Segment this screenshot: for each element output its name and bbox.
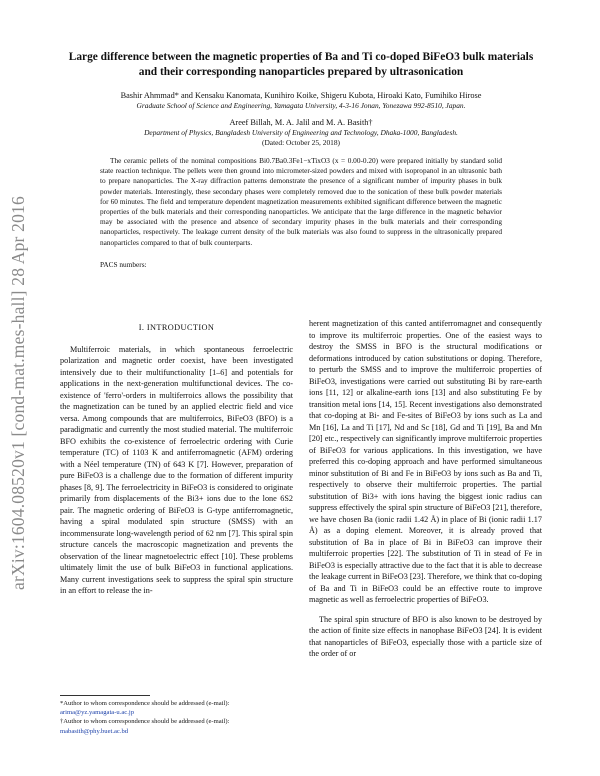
author-list-1: Bashir Ahmmad* and Kensaku Kanomata, Kunihiro Koike, Shigeru Kubota, Hiroaki Kato, Fumihiko Hirose [120,91,482,100]
intro-paragraph-1-continued: herent magnetization of this canted antiferromagnet and consequently to improve its multiferroic properties. One of the easiest ways to destroy the SMSS in BFO is the structural modifications or deformations introduced by cation substitutions or doping. Therefore, to perturb the SMSS and to improve the multiferroic properties of BiFeO3, investigations were carried out substituting Bi by rare-earth ions [11, 12] or alkaline-earth ions [13] and also substituting Fe by transition metal ions [14, 15]. Recent investigations also demonstrated that co-doping at Bi- and Fe-sites of BiFeO3 by ions such as La and Mn [16], La and Ti [17], Nd and Sc [18], Gd and Ti [19], Ba and Mn [20] etc., respectively can significantly improve multiferroic properties of BiFeO3 for various applications. In this investigation, we have preferred this co-doping approach and have performed simultaneous minor substitution of Bi and Fe in BiFeO3 by ions such as Ba and Ti, respectively to observe their multiferroic properties. The partial substitution of Bi3+ with ions having the biggest ionic radius can suppress effectively the spiral spin structure of BiFeO3 [21], therefore, we have chosen Ba (ionic radii 1.42 Å) in place of Bi (ionic radii 1.17 Å) as a doping element. Moreover, it is already proved that substitution of Ba in place of Bi in BiFeO3 can improve their multiferroic properties [22]. The substitution of Ti in stead of Fe in BiFeO3 is especially attractive due to the fact that it is able to decrease the leakage current in BiFeO3 [23]. Therefore, we think that co-doping of Ba and Ti in BiFeO3 could be an effective route to improve magnetic as well as ferroelectric properties of BiFeO3. [309,319,542,604]
body-columns [60,318,542,668]
author-list-2: Areef Billah, M. A. Jalil and M. A. Basith† [229,118,373,127]
footnote-1-text: *Author to whom correspondence should be addressed (e-mail): [60,700,230,707]
footnote-2 [60,717,293,735]
pacs-numbers: PACS numbers: [100,259,147,269]
intro-paragraph-2: The spiral spin structure of BFO is also known to be destroyed by the action of finite size effects in nanophase BiFeO3 [24]. It is evident that nanoparticles of BiFeO3, especially those with a particle size of the order of or [309,614,542,658]
right-column [309,318,542,668]
dated-line: (Dated: October 25, 2018) [262,138,340,147]
footnote-1-email-link[interactable]: arima@yz.yamagata-u.ac.jp [60,709,134,717]
intro-paragraph-1: Multiferroic materials, in which spontaneous ferroelectric polarization and magnetic order coexist, have been investigated intensively due to their multifunctionality [1–6] and potentials for applications in the next-generation multifunctional devices. The co-existence of 'ferro'-orders in multiferroics allows the possibility that the magnetization can be tuned by an applied electric field and vice versa. Among compounds that are multiferroics, BiFeO3 (BFO) is a paradigmatic and currently the most studied material. The multiferroic BFO exhibits the co-existence of ferroelectric ordering with Curie temperature (TC) of 1103 K and antiferromagnetic (AFM) ordering with a Néel temperature (TN) of 643 K [7]. However, preparation of pure BiFeO3 is a challenge due to the formation of different impurity phases [8, 9]. The ferroelectricity in BiFeO3 is considered to originate primarily from displacements of the Bi3+ ions due to the lone 6S2 pair. The magnetic ordering of BiFeO3 is G-type antiferromagnetic, having a spiral modulated spin structure (SMSS) with an incommensurate long-wavelength period of 62 nm [7]. This spiral spin structure cancels the macroscopic magnetization and prevents the observation of the linear magnetoelectric effect [10]. These problems ultimately limit the use of bulk BiFeO3 in functional applications. Many current investigations seek to suppress the spiral spin structure in an effort to release the in- [60,344,293,595]
abstract: The ceramic pellets of the nominal compositions Bi0.7Ba0.3Fe1−xTixO3 (x = 0.00-0.20) were prepared initially by standard solid state reaction technique. The pellets were then ground into micrometer-sized powders and mixed with isopropanol in an ultrasonic bath to prepare nanoparticles. The X-ray diffraction patterns demonstrate the presence of a significant number of impurity phases in bulk powder materials. Interestingly, these secondary phases were completely removed due to the sonication of these bulk powder materials for 60 minutes. The field and temperature dependent magnetization measurements exhibited significant difference between the magnetic properties of the bulk materials and their corresponding nanoparticles. We anticipate that the large difference in the magnetic behavior may be associated with the presence and absence of secondary impurity phases in the bulk materials and their corresponding nanoparticles, respectively. The leakage current density of the bulk materials was also found to suppress in the ultrasonically prepared nanoparticles compared to that of bulk counterparts. [100,156,502,247]
left-column [60,318,293,668]
affiliation-1: Graduate School of Science and Engineering, Yamagata University, 4-3-16 Jonan, Yonezawa 992-8510, Japan. [136,101,466,110]
paper-page [60,50,542,735]
footnote-1 [60,699,293,717]
paper-title: Large difference between the magnetic properties of Ba and Ti co-doped BiFeO3 bulk materials and their corresponding nanoparticles prepared by ultrasonication [68,51,534,78]
footnote-2-text: †Author to whom correspondence should be addressed (e-mail): [60,718,230,726]
footnote-2-email-link[interactable]: mabasith@phy.buet.ac.bd [60,727,129,735]
footnote-divider [60,695,150,696]
section-heading-introduction: I. INTRODUCTION [138,323,215,332]
affiliation-2: Department of Physics, Bangladesh University of Engineering and Technology, Dhaka-1000, Bangladesh. [144,128,458,137]
arxiv-identifier-stamp: arXiv:1604.08520v1 [cond-mat.mes-hall] 28 Apr 2016 [8,196,28,590]
footnotes [60,695,293,736]
